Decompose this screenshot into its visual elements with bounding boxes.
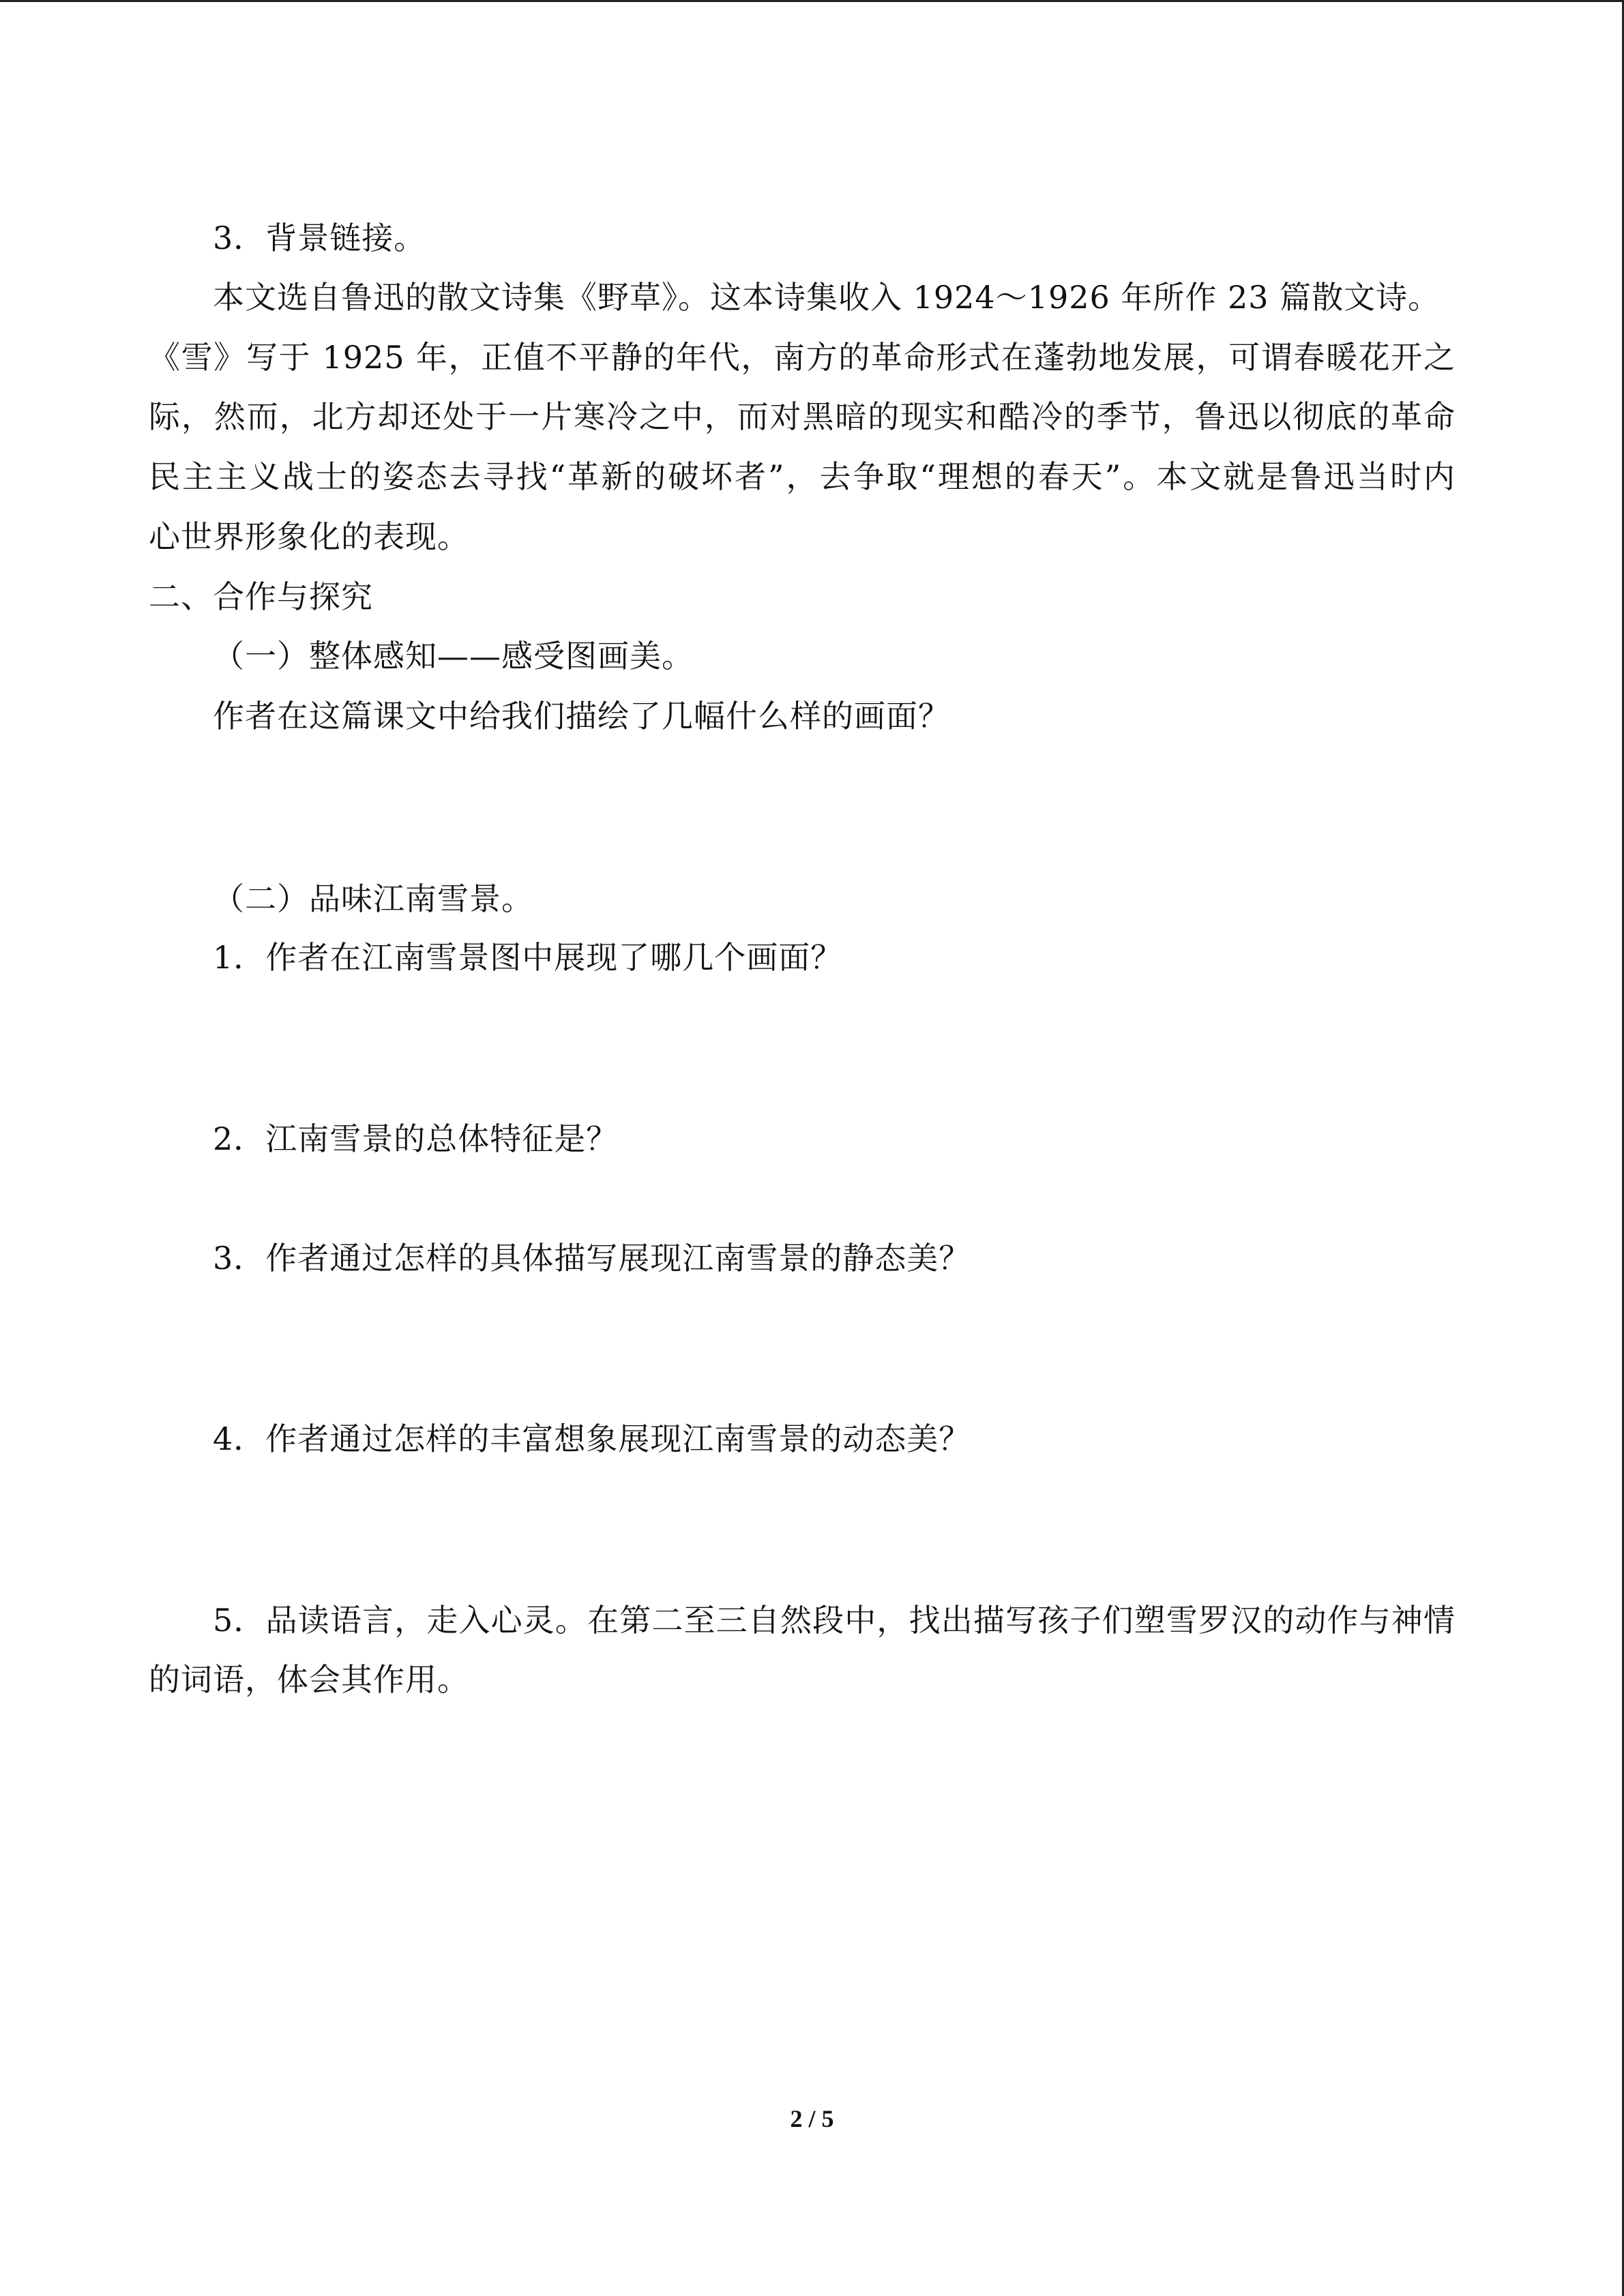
subsection-title: （一）整体感知——感受图画美。 <box>213 638 694 674</box>
question: 作者在这篇课文中给我们描绘了几幅什么样的画面？ <box>213 698 950 734</box>
background-paragraph-line: 本文选自鲁迅的散文诗集《野草》。这本诗集收入 1924～1926 年所作 23 篇散文诗。 <box>213 279 1441 316</box>
background-paragraph-line: 际，然而，北方却还处于一片寒冷之中，而对黑暗的现实和酷冷的季节，鲁迅以彻底的革命 <box>149 398 1456 435</box>
subsection-title: （二）品味江南雪景。 <box>213 880 533 917</box>
page-number: 2 / 5 <box>790 2105 834 2132</box>
question: 2．江南雪景的总体特征是？ <box>213 1120 619 1157</box>
background-paragraph-line: 《雪》写于 1925 年，正值不平静的年代，南方的革命形式在蓬勃地发展，可谓春暖花开之 <box>149 339 1456 376</box>
question: 4．作者通过怎样的丰富想象展现江南雪景的动态美？ <box>213 1420 971 1457</box>
question: 3．作者通过怎样的具体描写展现江南雪景的静态美？ <box>213 1240 971 1277</box>
question-continuation: 的词语，体会其作用。 <box>149 1661 469 1698</box>
question: 5．品读语言，走入心灵。在第二至三自然段中，找出描写孩子们塑雪罗汉的动作与神情 <box>213 1602 1456 1639</box>
section-heading: 二、合作与探究 <box>149 578 373 615</box>
background-heading: 3．背景链接。 <box>213 220 426 256</box>
background-paragraph-line: 心世界形象化的表现。 <box>149 518 469 555</box>
background-paragraph-line: 民主主义战士的姿态去寻找“革新的破坏者”，去争取“理想的春天”。本文就是鲁迅当时内 <box>149 458 1456 495</box>
question: 1．作者在江南雪景图中展现了哪几个画面？ <box>213 939 843 976</box>
